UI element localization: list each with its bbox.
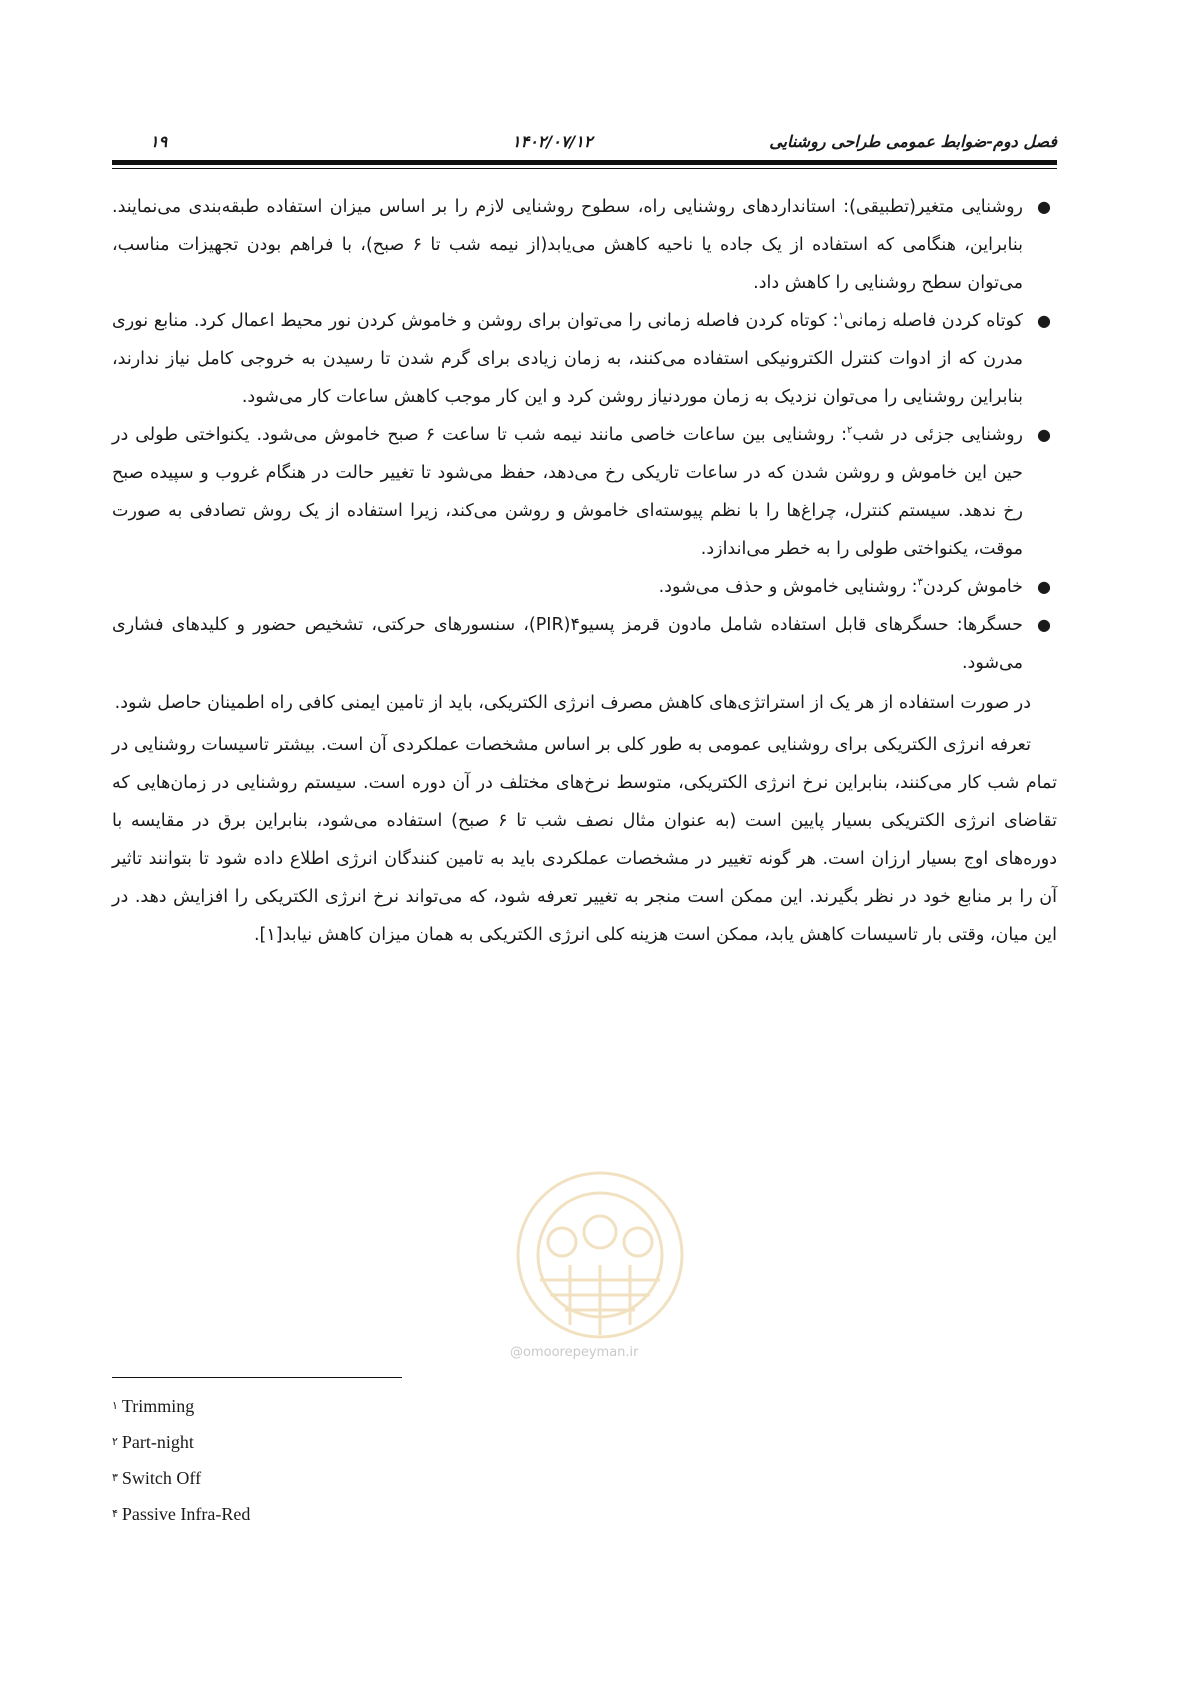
- paragraph-safety: در صورت استفاده از هر یک از استراتژی‌های کاهش مصرف انرژی الکتریکی، باید از تامین ایمنی کافی راه اطمینان حاصل شود.: [114, 693, 1031, 713]
- list-item: [112, 188, 1057, 302]
- footnote-number: ۲: [112, 1436, 118, 1448]
- footnote-number: ۳: [112, 1472, 118, 1484]
- page-number: ۱۹: [150, 132, 168, 151]
- header-rule-thick: [112, 160, 1057, 165]
- item-text: : روشنایی خاموش و حذف می‌شود.: [658, 577, 918, 597]
- bullet-icon: ●: [1037, 311, 1051, 330]
- item-term: روشنایی جزئی در شب: [852, 425, 1023, 445]
- list-item: [112, 568, 1057, 606]
- list-item: [112, 302, 1057, 416]
- item-text: : استانداردهای روشنایی راه، سطوح روشنایی لازم را بر اساس میزان استفاده طبقه‌بندی می‌نمایند. بنابراین، هنگامی که استفاده از یک جاده یا ناحیه کاهش می‌یابد(از نیمه شب تا ۶ صبح)، با فراهم بودن تجهیزات مناسب، می‌توان سطح روشنایی را کاهش داد.: [112, 197, 1023, 293]
- footnote-text: Switch Off: [121, 1468, 202, 1488]
- bullet-icon: ●: [1037, 615, 1051, 634]
- footnote-number: ۴: [112, 1508, 118, 1520]
- list-item: [112, 606, 1057, 682]
- item-text: : کوتاه کردن فاصله زمانی را می‌توان برای روشن و خاموش کردن نور محیط اعمال کرد. منابع نوری مدرن که از ادوات کنترل الکترونیکی استفاده می‌کنند، به زمان زیادی برای گرم شدن تا رسیدن به خروجی کامل نیاز ندارند، بنابراین روشنایی را می‌توان نزدیک به زمان موردنیاز روشن کرد و این کار موجب کاهش ساعات کار می‌شود.: [112, 311, 1023, 407]
- header-rule-thin: [112, 168, 1057, 169]
- footnote-item: [112, 1388, 612, 1424]
- watermark-url: @omoorepeyman.ir: [510, 1345, 639, 1360]
- paragraph-tariff: تعرفه انرژی الکتریکی برای روشنایی عمومی به طور کلی بر اساس مشخصات عملکردی آن است. بیشتر تاسیسات روشنایی در تمام شب کار می‌کنند، بنابراین نرخ انرژی الکتریکی، متوسط نرخ‌های مختلف در آن دوره است. سیستم روشنایی در زمان‌هایی که تقاضای انرژی الکتریکی بسیار پایین است (به عنوان مثال نصف شب تا ۶ صبح) استفاده می‌شود، بنابراین برق در مقایسه با دوره‌های اوج بسیار ارزان است. هر گونه تغییر در مشخصات عملکردی باید به تامین کنندگان انرژی اطلاع داده شود تا بتوانند تاثیر آن را بر منابع خود در نظر بگیرند. این ممکن است منجر به تغییر تعرفه شود، که می‌تواند نرخ انرژی الکتریکی را افزایش دهد. در این میان، وقتی بار تاسیسات کاهش یابد، ممکن است هزینه کلی انرژی الکتریکی به همان میزان کاهش نیابد[۱].: [112, 735, 1057, 945]
- footnote-item: [112, 1496, 612, 1532]
- footnote-text: Part-night: [121, 1432, 194, 1452]
- strategy-list: [112, 188, 1057, 682]
- footnote-item: [112, 1460, 612, 1496]
- footnote-divider: [112, 1377, 402, 1378]
- footnote-ref: ۳: [917, 577, 923, 589]
- item-term: خاموش کردن: [922, 577, 1023, 597]
- header-date: ۱۴۰۲/۰۷/۱۲: [512, 132, 593, 151]
- page-header: [112, 128, 1057, 162]
- footnote-item: [112, 1424, 612, 1460]
- footnote-number: ۱: [112, 1400, 118, 1412]
- watermark-logo-icon: [500, 1160, 700, 1350]
- footnotes: [112, 1388, 612, 1532]
- item-term: کوتاه کردن فاصله زمانی: [843, 311, 1023, 331]
- item-text: : روشنایی بین ساعات خاصی مانند نیمه شب تا ساعت ۶ صبح خاموش می‌شود. یکنواختی طولی در حین این خاموش و روشن شدن که در ساعات تاریکی رخ می‌دهد، حفظ می‌شود تا تغییر حالت در هنگام غروب و سپیده صبح رخ ندهد. سیستم کنترل، چراغ‌ها را با نظم پیوسته‌ای خاموش و روشن می‌کند، زیرا استفاده از یک روش تصادفی به صورت موقت، یکنواختی طولی را به خطر می‌اندازد.: [112, 425, 1023, 559]
- footnote-text: Trimming: [121, 1396, 195, 1416]
- chapter-title: فصل دوم-ضوابط عمومی طراحی روشنایی: [769, 132, 1057, 151]
- footnote-ref: ۱: [838, 311, 844, 323]
- bullet-icon: ●: [1037, 425, 1051, 444]
- body-text: [112, 188, 1057, 954]
- footnote-text: Passive Infra-Red: [121, 1504, 251, 1524]
- item-term: روشنایی متغیر(تطبیقی): [849, 197, 1023, 217]
- footnote-ref: ۲: [847, 425, 853, 437]
- bullet-icon: ●: [1037, 197, 1051, 216]
- item-text: : حسگرهای قابل استفاده شامل مادون قرمز پسیو۴(PIR)، سنسورهای حرکتی، تشخیص حضور و کلیدهای فشاری می‌شود.: [112, 615, 1023, 673]
- list-item: [112, 416, 1057, 568]
- item-term: حسگرها: [962, 615, 1023, 635]
- bullet-icon: ●: [1037, 577, 1051, 596]
